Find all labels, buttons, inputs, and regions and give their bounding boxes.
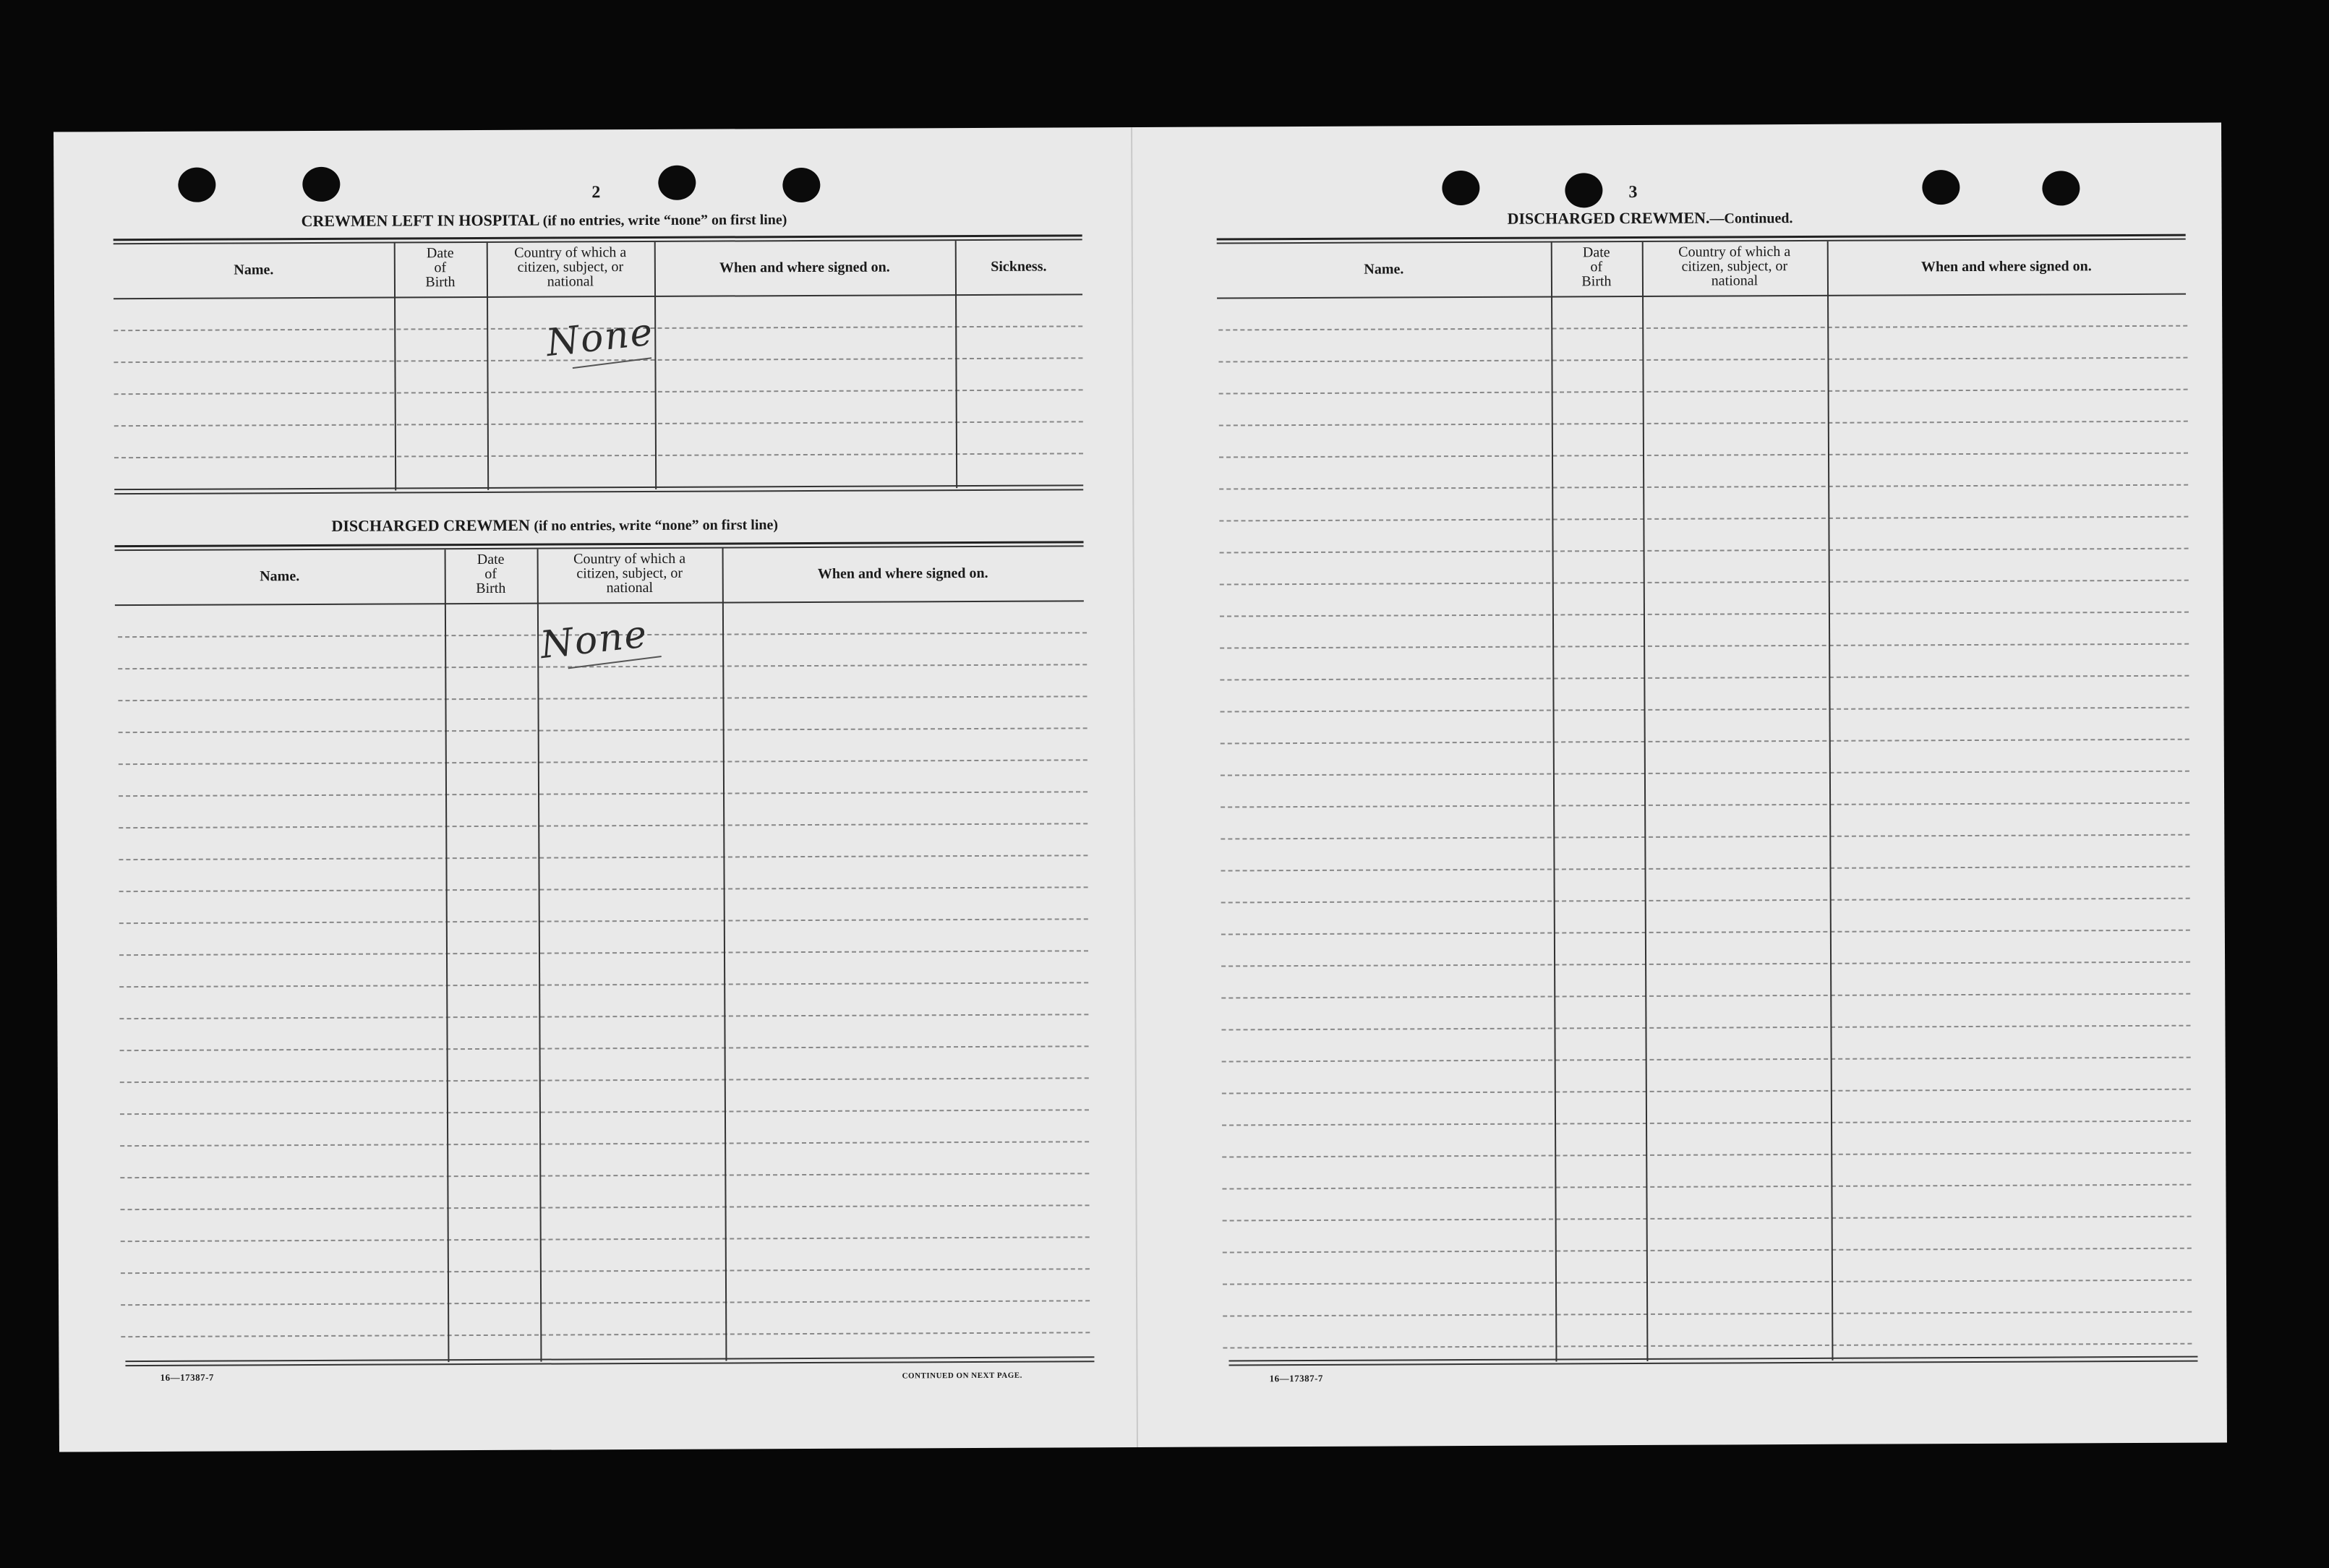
ruled-entry-line [119, 823, 1087, 828]
ruled-entry-line [1218, 325, 2187, 331]
ruled-entry-line [1219, 421, 2188, 427]
ruled-entry-line [1222, 1057, 2191, 1063]
column-divider [955, 241, 957, 488]
ruled-entry-line [120, 1173, 1089, 1178]
ruled-entry-line [1221, 1025, 2190, 1031]
column-divider [1642, 242, 1649, 1361]
column-divider [1551, 243, 1557, 1362]
discharged-table-rows [1131, 122, 2221, 127]
ruled-entry-line [1221, 898, 2190, 904]
ruled-entry-line [1223, 1311, 2192, 1317]
ruled-entry-line [121, 1300, 1090, 1306]
ruled-entry-line [121, 1268, 1090, 1274]
ruled-entry-line [121, 1332, 1090, 1337]
ruled-entry-line [119, 886, 1088, 892]
discharged-table-rows [54, 127, 1131, 132]
ruled-entry-line [119, 982, 1088, 988]
ruled-entry-line [1219, 484, 2188, 490]
ruled-entry-line [1222, 1152, 2191, 1158]
ruled-entry-line [1221, 834, 2189, 840]
document-sheet [54, 122, 2227, 1452]
ruled-entry-line [118, 664, 1087, 669]
section-heading-discharged-continued [1508, 208, 1793, 228]
table-bottom-rule [125, 1361, 1094, 1366]
ruled-entry-line [1219, 453, 2188, 458]
ruled-entry-line [1222, 1184, 2191, 1190]
ruled-entry-line [121, 1204, 1090, 1210]
column-header-dob: Date of Birth [425, 245, 456, 291]
table-bottom-rule [114, 489, 1083, 494]
ruled-entry-line [1220, 612, 2189, 617]
ruled-entry-line [120, 1077, 1089, 1083]
header-bottom-rule [1217, 294, 2186, 299]
column-header-country: Country of which a citizen, subject, or national [514, 244, 627, 290]
column-header-dob: Date of Birth [476, 551, 506, 597]
column-divider [1827, 241, 1834, 1361]
table-bottom-rule [1228, 1361, 2197, 1366]
section-note: (if no entries, write “none” on first line) [534, 517, 779, 534]
ruled-entry-line [120, 1109, 1089, 1115]
section-title-suffix: —Continued. [1709, 210, 1793, 227]
column-header-name: Name. [234, 262, 274, 278]
section-title: DISCHARGED CREWMEN [331, 515, 530, 535]
ruled-entry-line [1223, 1216, 2192, 1222]
ruled-entry-line [1222, 1089, 2191, 1094]
punch-hole [1442, 171, 1479, 205]
ruled-entry-line [119, 727, 1087, 733]
punch-hole [1565, 173, 1602, 207]
ruled-entry-line [1220, 580, 2189, 586]
right-page [1131, 122, 2227, 1447]
ruled-entry-line [114, 389, 1083, 395]
ruled-entry-line [118, 695, 1087, 701]
ruled-entry-line [1221, 771, 2189, 776]
page-number: 2 [591, 183, 601, 202]
ruled-entry-line [119, 950, 1088, 956]
punch-hole [658, 166, 696, 200]
column-header-name: Name. [260, 568, 300, 585]
section-note: (if no entries, write “none” on first line) [542, 212, 787, 229]
handwritten-none-entry: None [544, 310, 657, 366]
punch-hole [782, 168, 820, 202]
ruled-entry-line [1221, 866, 2190, 872]
ruled-entry-line [1219, 389, 2188, 395]
page-number: 3 [1628, 182, 1638, 202]
punch-hole [302, 167, 340, 202]
ruled-entry-line [120, 1141, 1089, 1147]
ruled-entry-line [1221, 961, 2190, 967]
column-header-name: Name. [1364, 261, 1404, 278]
section-title: CREWMEN LEFT IN HOSPITAL [301, 210, 539, 231]
column-header-sickness: Sickness. [991, 258, 1047, 275]
ruled-entry-line [119, 759, 1087, 765]
ruled-entry-line [120, 1045, 1089, 1051]
column-header-signed-on: When and where signed on. [1920, 258, 2092, 275]
form-number: 16—17387-7 [160, 1371, 214, 1383]
ruled-entry-line [1220, 548, 2189, 554]
ruled-entry-line [1221, 930, 2190, 935]
column-header-signed-on: When and where signed on. [817, 565, 988, 582]
section-title: DISCHARGED CREWMEN. [1507, 208, 1710, 228]
column-header-signed-on: When and where signed on. [719, 259, 890, 276]
ruled-entry-line [119, 918, 1088, 924]
column-divider [654, 242, 657, 489]
ruled-entry-line [1219, 516, 2188, 522]
punch-hole [178, 168, 215, 202]
section-heading-discharged [331, 515, 778, 536]
ruled-entry-line [1221, 993, 2190, 999]
section-heading-hospital [302, 210, 787, 231]
hospital-table-rows [54, 127, 1131, 132]
ruled-entry-line [121, 1236, 1090, 1242]
ruled-entry-line [1220, 675, 2189, 681]
header-bottom-rule [114, 294, 1082, 299]
form-number: 16—17387-7 [1269, 1372, 1323, 1384]
ruled-entry-line [1221, 707, 2189, 713]
ruled-entry-line [114, 421, 1083, 427]
ruled-entry-line [119, 1014, 1088, 1019]
punch-hole [2042, 171, 2080, 205]
ruled-entry-line [1223, 1280, 2192, 1285]
left-page [54, 127, 1137, 1452]
ruled-entry-line [1220, 643, 2189, 649]
ruled-entry-line [1223, 1343, 2192, 1349]
ruled-entry-line [1221, 802, 2189, 808]
header-bottom-rule [115, 600, 1084, 606]
handwritten-none-entry: None [538, 612, 651, 668]
ruled-entry-line [1218, 357, 2187, 363]
ruled-entry-line [1221, 739, 2189, 745]
ruled-entry-line [114, 453, 1083, 458]
column-header-country: Country of which a citizen, subject, or national [1678, 244, 1791, 289]
column-header-country: Country of which a citizen, subject, or national [573, 550, 686, 596]
ruled-entry-line [1222, 1121, 2191, 1126]
continued-note: CONTINUED ON NEXT PAGE. [902, 1371, 1022, 1381]
punch-hole [1922, 170, 1960, 205]
ruled-entry-line [119, 791, 1087, 797]
column-header-dob: Date of Birth [1581, 244, 1612, 290]
ruled-entry-line [1223, 1248, 2192, 1254]
ruled-entry-line [119, 854, 1087, 860]
